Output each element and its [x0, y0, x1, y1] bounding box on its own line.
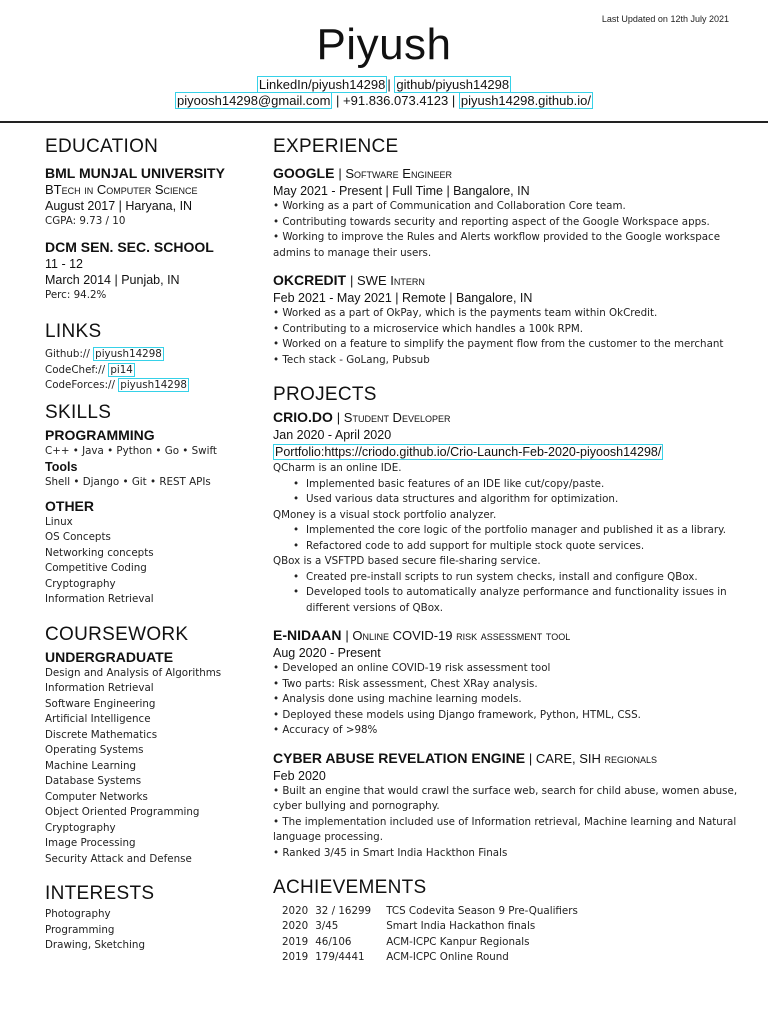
achievement-year: 2019 [282, 935, 309, 948]
coursework-heading: COURSEWORK [45, 623, 189, 645]
email-link[interactable]: piyoosh14298@gmail.com [177, 93, 331, 108]
job-bullet: • Contributing to a microservice which handles a 100k RPM. [273, 322, 583, 335]
degree: BTech in Computer Science [45, 182, 198, 197]
education-score: Perc: 94.2% [45, 288, 107, 301]
list-item: Design and Analysis of Algorithms [45, 666, 222, 679]
company-name: OKCREDIT [273, 272, 347, 288]
project-title-line [273, 408, 743, 427]
project-enidaan [273, 626, 743, 739]
list-item: Networking concepts [45, 546, 154, 559]
project-bullet: • Ranked 3/45 in Smart India Hackthon Finals [273, 846, 508, 859]
project-name: CRIO.DO [273, 409, 333, 425]
tools-heading: Tools [45, 460, 78, 474]
education-item [45, 238, 255, 304]
subproject-intro: QCharm is an online IDE. [273, 462, 402, 474]
achievement-year: 2020 [282, 920, 309, 933]
project-bullet: • The implementation included use of Information retrieval, Machine learning and Natural language processing. [273, 815, 737, 843]
list-item: Artificial Intelligence [45, 713, 151, 725]
school-name: BML MUNJAL UNIVERSITY [45, 165, 225, 181]
list-item: Image Processing [45, 837, 136, 849]
education-heading: EDUCATION [45, 136, 159, 157]
list-item: Cryptography [45, 577, 116, 590]
education-score: CGPA: 9.73 / 10 [45, 215, 126, 227]
education-item [45, 164, 255, 230]
list-item: Software Engineering [45, 697, 156, 710]
list-item: Operating Systems [45, 744, 144, 756]
project-crio [273, 408, 743, 616]
achievement-desc: ACM-ICPC Online Round [386, 951, 509, 964]
achievement-rank: 3/45 [315, 920, 339, 933]
portfolio-link[interactable]: Portfolio:https://criodo.github.io/Crio-Launch-Feb-2020-piyoosh14298/ [275, 445, 662, 459]
list-item: Information Retrieval [45, 682, 154, 694]
achievement-rank: 179/4441 [315, 951, 365, 964]
job-entry [273, 164, 743, 261]
job-meta: May 2021 - Present | Full Time | Bangalore, IN [273, 184, 530, 198]
education-date: March 2014 | Punjab, IN [45, 272, 180, 287]
table-row [282, 934, 585, 950]
list-item: Cryptography [45, 821, 116, 834]
project-name: E-NIDAAN [273, 627, 342, 643]
list-item: • Created pre-install scripts to run system checks, install and configure QBox. [306, 570, 743, 586]
project-dates: Jan 2020 - April 2020 [273, 428, 392, 442]
undergraduate-heading: UNDERGRADUATE [45, 648, 174, 665]
company-name: GOOGLE [273, 165, 335, 181]
table-row [282, 950, 585, 966]
project-name: CYBER ABUSE REVELATION ENGINE [273, 749, 526, 766]
coursework-list [45, 666, 255, 868]
projects-heading: PROJECTS [273, 384, 377, 405]
project-role: | Student Developer [336, 410, 451, 425]
project-bullet: • Built an engine that would crawl the surface web, search for child abuse, women abuse, cyber bullying and pornography. [273, 784, 738, 812]
project-role: | CARE, SIH regionals [528, 750, 658, 766]
achievements-heading: ACHIEVEMENTS [273, 877, 427, 898]
table-row [282, 919, 585, 935]
job-role: | SWE Intern [350, 273, 425, 288]
achievement-year: 2020 [282, 904, 309, 917]
list-item: Database Systems [45, 775, 142, 787]
subproject-intro: QMoney is a visual stock portfolio analyzer. [273, 508, 497, 521]
job-bullet: • Tech stack - GoLang, Pubsub [273, 353, 430, 366]
list-item: Computer Networks [45, 790, 148, 803]
left-column [45, 136, 255, 954]
phone-number: +91.836.073.4123 [343, 93, 449, 108]
education-date: August 2017 | Haryana, IN [45, 199, 193, 213]
list-item: • Implemented the core logic of the portfolio manager and published it as a library. [306, 523, 743, 539]
project-bullet: • Developed an online COVID-19 risk assessment tool [273, 662, 551, 674]
list-item: Competitive Coding [45, 562, 147, 574]
header-divider [0, 121, 768, 123]
project-dates: Feb 2020 [273, 768, 326, 783]
project-bullet: • Analysis done using machine learning models. [273, 693, 522, 705]
achievement-desc: ACM-ICPC Kanpur Regionals [386, 935, 530, 948]
project-title-line [273, 749, 743, 768]
project-title-line [273, 626, 743, 645]
project-dates: Aug 2020 - Present [273, 646, 381, 660]
job-meta: Feb 2021 - May 2021 | Remote | Bangalore, IN [273, 291, 533, 305]
languages-list: C++ • Java • Python • Go • Swift [45, 444, 217, 457]
achievement-desc: TCS Codevita Season 9 Pre-Qualifiers [386, 904, 578, 917]
list-item: • Used various data structures and algorithm for optimization. [306, 492, 743, 508]
last-updated: Last Updated on 12th July 2021 [601, 14, 729, 24]
list-item: OS Concepts [45, 531, 111, 543]
job-role: | Software Engineer [338, 166, 452, 181]
list-item: Photography [45, 908, 111, 920]
list-item: Discrete Mathematics [45, 728, 158, 741]
skills-heading: SKILLS [45, 401, 112, 423]
interests-list [45, 907, 255, 954]
school-name: DCM SEN. SEC. SCHOOL [45, 238, 214, 255]
subproject-points [273, 477, 743, 508]
links-heading: LINKS [45, 321, 102, 342]
achievements-table [282, 903, 585, 965]
project-bullet: • Two parts: Risk assessment, Chest XRay analysis. [273, 677, 538, 690]
link-label: CodeForces:// [45, 379, 115, 391]
degree: 11 - 12 [45, 256, 83, 271]
list-item: Linux [45, 515, 73, 528]
interests-heading: INTERESTS [45, 883, 155, 904]
list-item: Machine Learning [45, 759, 137, 772]
achievement-rank: 46/106 [315, 935, 352, 948]
job-bullet: • Contributing towards security and reporting aspect of the Google Workspace apps. [273, 215, 710, 228]
project-role: | Online COVID-19 risk assessment tool [345, 628, 571, 643]
subproject-intro: QBox is a VSFTPD based secure file-sharing service. [273, 555, 541, 567]
contact-line-2: piyoosh14298@gmail.com | +91.836.073.4123 | piyush14298.github.io/ [177, 93, 591, 108]
tools-list: Shell • Django • Git • REST APIs [45, 476, 211, 488]
subproject-points [273, 523, 743, 554]
list-item: • Refactored code to add support for multiple stock quote services. [306, 539, 743, 555]
list-item: Information Retrieval [45, 593, 154, 605]
codeforces-profile-link[interactable]: piyush14298 [120, 379, 187, 391]
project-bullet: • Deployed these models using Django framework, Python, HTML, CSS. [273, 708, 641, 721]
achievement-rank: 32 / 16299 [315, 904, 372, 917]
contact-line-1: LinkedIn/piyush14298 | github/piyush14298 [258, 77, 510, 92]
project-cyber [273, 749, 743, 862]
job-bullet: • Working to improve the Rules and Alerts workflow provided to the Google workspace admins to manage their users. [273, 231, 721, 259]
table-row [282, 903, 585, 919]
experience-heading: EXPERIENCE [273, 136, 399, 157]
job-title-line [273, 271, 743, 290]
job-title-line [273, 164, 743, 183]
programming-heading: PROGRAMMING [45, 426, 155, 443]
link-label: CodeChef:// [45, 363, 106, 376]
job-bullet: • Worked on a feature to simplify the payment flow from the customer to the merchant [273, 338, 724, 350]
job-entry [273, 271, 743, 368]
github-profile-link[interactable]: piyush14298 [95, 348, 162, 360]
job-bullet: • Worked as a part of OkPay, which is the payments team within OkCredit. [273, 307, 658, 319]
page-title: Piyush [316, 20, 452, 69]
link-row [45, 378, 255, 394]
list-item: Programming [45, 923, 115, 936]
other-skills-list [45, 515, 255, 608]
github-link[interactable]: github/piyush14298 [396, 77, 510, 92]
achievement-year: 2019 [282, 951, 309, 964]
codechef-profile-link[interactable]: pi14 [110, 363, 133, 376]
other-heading: OTHER [45, 497, 94, 514]
linkedin-link[interactable]: LinkedIn/piyush14298 [258, 77, 386, 92]
link-label: Github:// [45, 348, 90, 360]
achievement-desc: Smart India Hackathon finals [386, 920, 536, 933]
link-row [45, 347, 255, 363]
job-bullet: • Working as a part of Communication and Collaboration Core team. [273, 200, 626, 212]
project-bullet: • Accuracy of >98% [273, 724, 378, 736]
list-item: • Developed tools to automatically analyze performance and functionality issues in different versions of QBox. [306, 585, 743, 616]
right-column [273, 136, 743, 965]
link-row [45, 363, 255, 379]
list-item: • Implemented basic features of an IDE like cut/copy/paste. [306, 477, 743, 493]
website-link[interactable]: piyush14298.github.io/ [460, 93, 591, 108]
list-item: Security Attack and Defense [45, 852, 192, 865]
list-item: Object Oriented Programming [45, 806, 200, 818]
subproject-points [273, 570, 743, 617]
list-item: Drawing, Sketching [45, 939, 145, 951]
